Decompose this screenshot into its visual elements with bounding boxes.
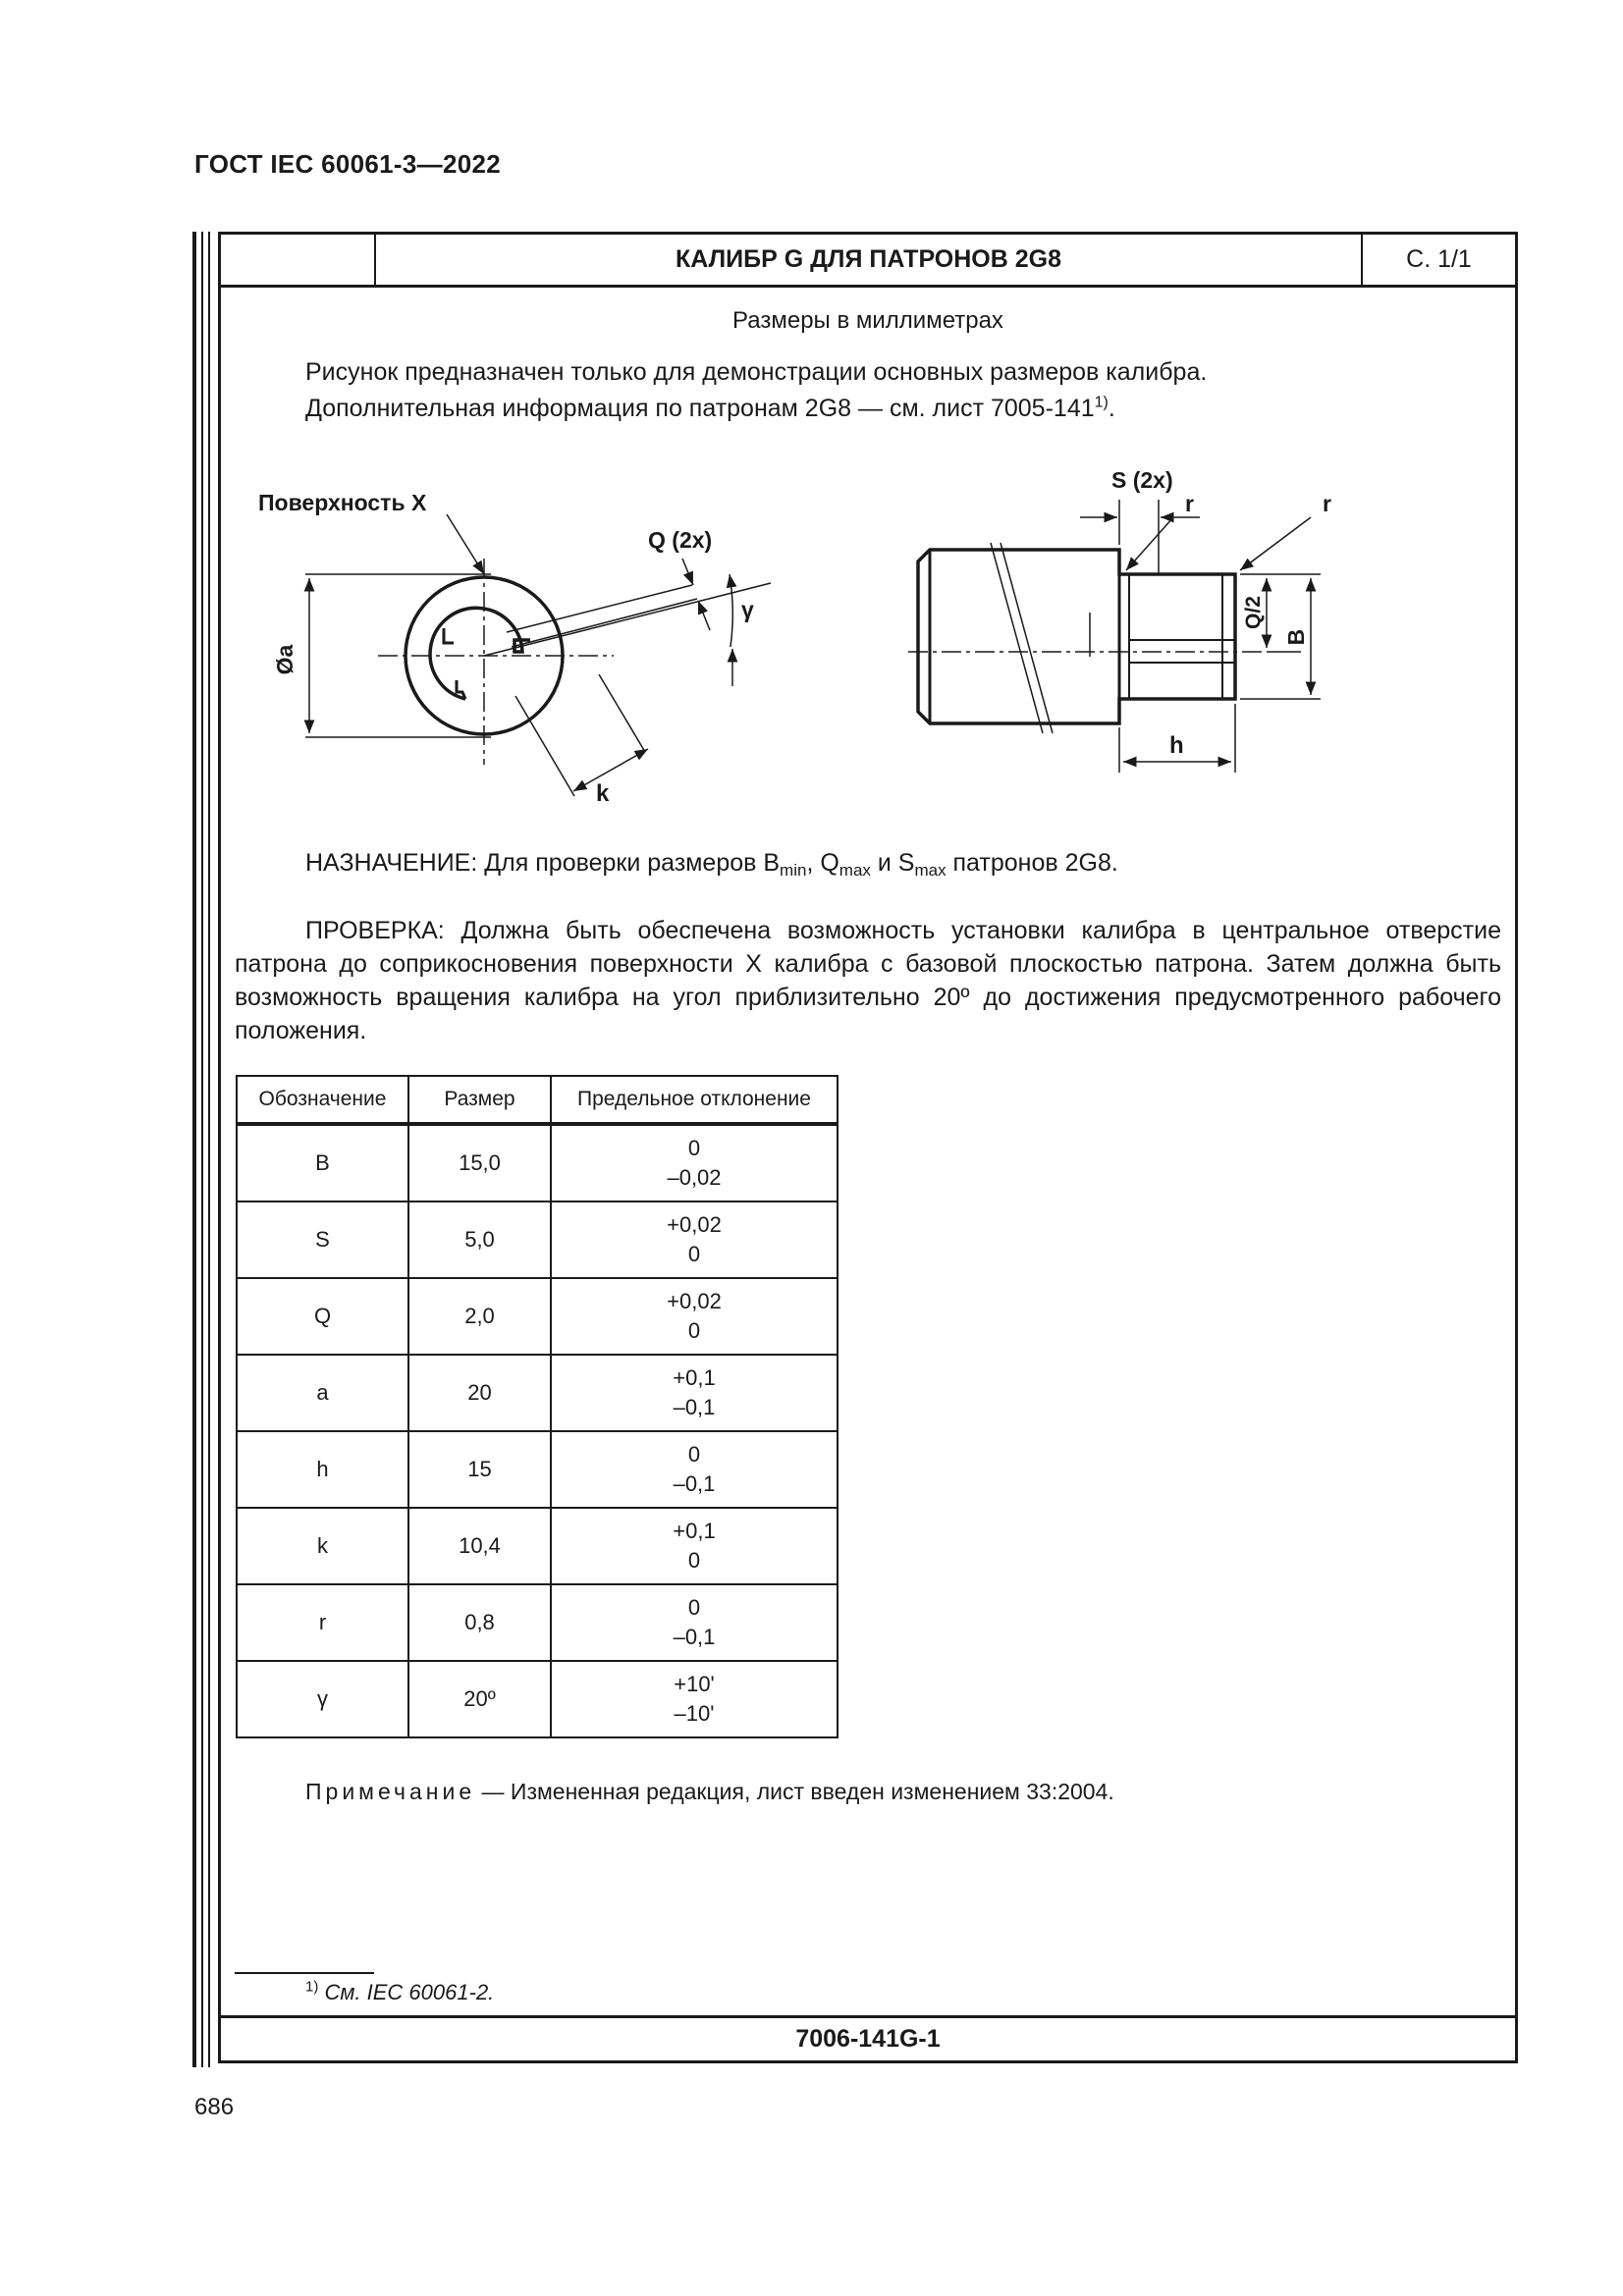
cell-symbol: Q (237, 1278, 408, 1355)
left-margin-rule (192, 232, 196, 2067)
tolerance-upper: +0,02 (667, 1212, 722, 1237)
table-row (237, 1508, 838, 1584)
gamma-label: γ (741, 597, 754, 622)
table-header-row (237, 1076, 838, 1124)
front-view-labels (258, 490, 754, 807)
tolerance-lower: 0 (687, 1242, 701, 1266)
purpose-part: и S (870, 849, 915, 877)
footnote-ref: 1) (1094, 394, 1109, 411)
tolerance-lower: –0,1 (673, 1471, 716, 1496)
surface-x-label: Поверхность X (258, 490, 427, 515)
tolerance-upper: +0,02 (667, 1289, 722, 1313)
footnote-mark: 1) (305, 1978, 319, 1996)
tolerance-upper: +10' (674, 1672, 715, 1696)
cell-size: 20º (408, 1661, 551, 1737)
tolerance-lower: 0 (687, 1548, 701, 1573)
table-row (237, 1201, 838, 1278)
purpose-part: НАЗНАЧЕНИЕ: Для проверки размеров B (305, 849, 781, 877)
title-row (221, 235, 1515, 288)
intro-text (305, 354, 1207, 427)
purpose-subscript: max (839, 861, 871, 880)
tolerance-upper: 0 (687, 1595, 701, 1620)
cell-tolerance (551, 1124, 838, 1201)
table-row (237, 1355, 838, 1431)
tolerance-upper: +0,1 (673, 1365, 716, 1390)
table-header: Предельное отклонение (551, 1076, 838, 1124)
tolerance-upper: +0,1 (673, 1519, 716, 1543)
q-2x-label: Q (2x) (648, 527, 713, 553)
purpose-subscript: max (914, 861, 947, 880)
s-2x-label: S (2x) (1111, 467, 1173, 493)
cell-symbol: a (237, 1355, 408, 1431)
cell-size: 20 (408, 1355, 551, 1431)
cell-tolerance (551, 1201, 838, 1278)
purpose-subscript: min (780, 861, 807, 880)
footnote-text: См. IEC 60061-2. (318, 1980, 495, 2004)
h-label: h (1169, 732, 1184, 759)
sheet-page: С. 1/1 (1406, 245, 1472, 273)
cell-tolerance (551, 1508, 838, 1584)
tolerance-lower: –0,02 (667, 1165, 722, 1190)
intro-line-text: Дополнительная информация по патронам 2G8 — см. лист 7005-141 (305, 395, 1095, 422)
dimensions-table (236, 1075, 839, 1738)
cell-tolerance (551, 1584, 838, 1661)
cell-symbol: k (237, 1508, 408, 1584)
cell-tolerance (551, 1355, 838, 1431)
r-label: r (1185, 491, 1194, 516)
check-paragraph: ПРОВЕРКА: Должна быть обеспечена возможность установки калибра в центральное отверстие патрона до соприкосновения поверхности X калибра с базовой плоскостью патрона. Затем должна быть возможность вращения калибра на угол приблизительно 20º до достижения предусмотренного рабочего положения. (235, 917, 1501, 1044)
cell-size: 10,4 (408, 1508, 551, 1584)
cell-size: 5,0 (408, 1201, 551, 1278)
diameter-a-label: Øa (272, 644, 298, 675)
table-row (237, 1124, 838, 1201)
tolerance-lower: –0,1 (673, 1625, 716, 1649)
note-label: Примечание (305, 1779, 476, 1804)
cell-symbol: r (237, 1584, 408, 1661)
intro-line (305, 391, 1207, 427)
table-header: Обозначение (237, 1076, 408, 1124)
cell-size: 0,8 (408, 1584, 551, 1661)
title-empty-cell (221, 235, 376, 285)
cell-symbol: h (237, 1431, 408, 1508)
page-number: 686 (194, 2094, 235, 2120)
footnote-rule (235, 1972, 374, 1974)
side-view (908, 500, 1321, 773)
standard-header: ГОСТ IEC 60061-3—2022 (194, 149, 501, 179)
tolerance-upper: 0 (687, 1442, 701, 1467)
cell-tolerance (551, 1431, 838, 1508)
cell-symbol: S (237, 1201, 408, 1278)
purpose-part: , Q (806, 849, 839, 877)
table-row (237, 1661, 838, 1737)
cell-size: 15 (408, 1431, 551, 1508)
tolerance-lower: 0 (687, 1318, 701, 1343)
table-row (237, 1584, 838, 1661)
sheet-title: КАЛИБР G ДЛЯ ПАТРОНОВ 2G8 (376, 235, 1363, 285)
tolerance-upper: 0 (687, 1136, 701, 1160)
cell-size: 15,0 (408, 1124, 551, 1201)
cell-size: 2,0 (408, 1278, 551, 1355)
note-text: — Измененная редакция, лист введен изменением 33:2004. (475, 1779, 1114, 1804)
b-label: B (1283, 628, 1309, 646)
cell-tolerance (551, 1278, 838, 1355)
intro-line-end: . (1108, 395, 1115, 422)
units-caption: Размеры в миллиметрах (732, 307, 1003, 334)
tolerance-lower: –10' (674, 1701, 715, 1726)
table-row (237, 1431, 838, 1508)
k-label: k (596, 780, 610, 807)
cell-symbol: γ (237, 1661, 408, 1737)
purpose-part: патронов 2G8. (946, 849, 1118, 877)
left-margin-rule (208, 232, 210, 2067)
footnote (305, 1980, 494, 2005)
left-margin-rule (201, 232, 203, 2067)
cell-tolerance (551, 1661, 838, 1737)
table-header: Размер (408, 1076, 551, 1124)
cell-symbol: B (237, 1124, 408, 1201)
q-half-label: Q/2 (1242, 596, 1265, 629)
front-view (305, 514, 771, 796)
r-label: r (1323, 491, 1331, 516)
intro-line: Рисунок предназначен только для демонстрации основных размеров калибра. (305, 358, 1208, 386)
note (305, 1779, 1114, 1805)
table-row (237, 1278, 838, 1355)
purpose-text (305, 849, 1118, 878)
tolerance-lower: –0,1 (673, 1395, 716, 1419)
sheet-frame (218, 232, 1518, 2063)
sheet-number: 7006-141G-1 (221, 2015, 1515, 2060)
